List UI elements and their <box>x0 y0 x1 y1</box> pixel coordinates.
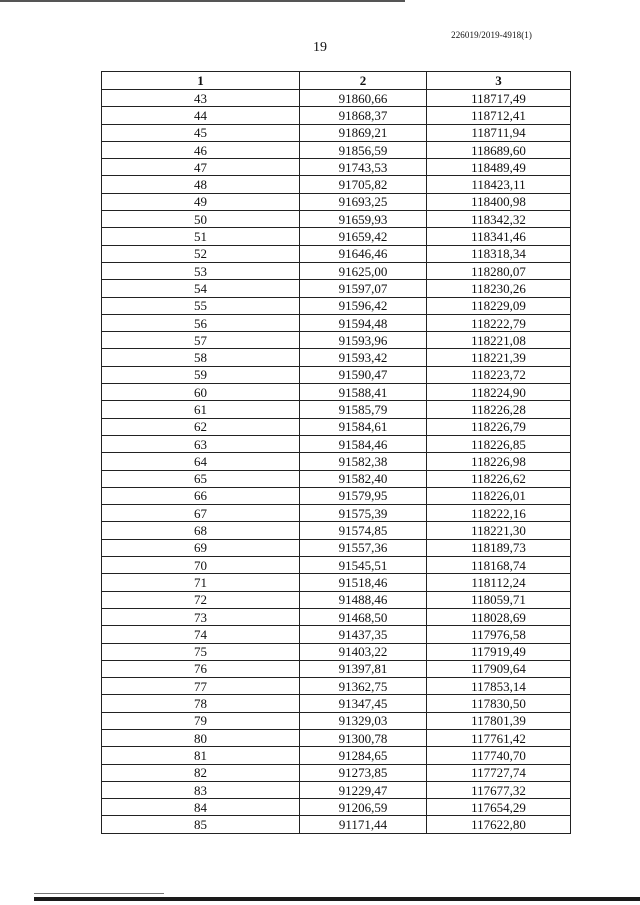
point-number-cell: 81 <box>102 747 300 764</box>
table-row <box>102 280 571 297</box>
point-number-cell: 73 <box>102 608 300 625</box>
y-coordinate-cell: 117801,39 <box>427 712 571 729</box>
table-row <box>102 678 571 695</box>
table-row <box>102 660 571 677</box>
table-row <box>102 141 571 158</box>
point-number-cell: 59 <box>102 366 300 383</box>
table-row <box>102 384 571 401</box>
point-number-cell: 51 <box>102 228 300 245</box>
x-coordinate-cell: 91362,75 <box>300 678 427 695</box>
table-row <box>102 245 571 262</box>
table-row <box>102 643 571 660</box>
x-coordinate-cell: 91284,65 <box>300 747 427 764</box>
table-row <box>102 557 571 574</box>
x-coordinate-cell: 91582,38 <box>300 453 427 470</box>
y-coordinate-cell: 118226,62 <box>427 470 571 487</box>
x-coordinate-cell: 91588,41 <box>300 384 427 401</box>
column-header-2: 2 <box>300 72 427 90</box>
y-coordinate-cell: 118221,08 <box>427 332 571 349</box>
x-coordinate-cell: 91468,50 <box>300 608 427 625</box>
table-row <box>102 470 571 487</box>
x-coordinate-cell: 91594,48 <box>300 314 427 331</box>
y-coordinate-cell: 117727,74 <box>427 764 571 781</box>
x-coordinate-cell: 91646,46 <box>300 245 427 262</box>
column-header-1: 1 <box>102 72 300 90</box>
top-rule <box>0 0 405 2</box>
point-number-cell: 58 <box>102 349 300 366</box>
x-coordinate-cell: 91869,21 <box>300 124 427 141</box>
bottom-rule-thin <box>34 893 164 894</box>
y-coordinate-cell: 118689,60 <box>427 141 571 158</box>
table-row <box>102 539 571 556</box>
y-coordinate-cell: 118222,79 <box>427 314 571 331</box>
table-row <box>102 781 571 798</box>
point-number-cell: 55 <box>102 297 300 314</box>
table-row <box>102 816 571 833</box>
y-coordinate-cell: 117853,14 <box>427 678 571 695</box>
y-coordinate-cell: 117740,70 <box>427 747 571 764</box>
x-coordinate-cell: 91403,22 <box>300 643 427 660</box>
y-coordinate-cell: 118112,24 <box>427 574 571 591</box>
point-number-cell: 61 <box>102 401 300 418</box>
point-number-cell: 71 <box>102 574 300 591</box>
x-coordinate-cell: 91545,51 <box>300 557 427 574</box>
point-number-cell: 46 <box>102 141 300 158</box>
y-coordinate-cell: 117830,50 <box>427 695 571 712</box>
x-coordinate-cell: 91584,46 <box>300 435 427 452</box>
x-coordinate-cell: 91585,79 <box>300 401 427 418</box>
y-coordinate-cell: 118189,73 <box>427 539 571 556</box>
y-coordinate-cell: 118226,28 <box>427 401 571 418</box>
y-coordinate-cell: 117677,32 <box>427 781 571 798</box>
point-number-cell: 79 <box>102 712 300 729</box>
table-row <box>102 626 571 643</box>
point-number-cell: 77 <box>102 678 300 695</box>
x-coordinate-cell: 91582,40 <box>300 470 427 487</box>
y-coordinate-cell: 118341,46 <box>427 228 571 245</box>
point-number-cell: 64 <box>102 453 300 470</box>
point-number-cell: 74 <box>102 626 300 643</box>
y-coordinate-cell: 118230,26 <box>427 280 571 297</box>
table-row <box>102 228 571 245</box>
x-coordinate-cell: 91397,81 <box>300 660 427 677</box>
table-row <box>102 435 571 452</box>
table-row <box>102 176 571 193</box>
x-coordinate-cell: 91860,66 <box>300 90 427 107</box>
point-number-cell: 57 <box>102 332 300 349</box>
y-coordinate-cell: 118221,30 <box>427 522 571 539</box>
point-number-cell: 65 <box>102 470 300 487</box>
table-row <box>102 505 571 522</box>
y-coordinate-cell: 117622,80 <box>427 816 571 833</box>
table-row <box>102 159 571 176</box>
point-number-cell: 72 <box>102 591 300 608</box>
table-row <box>102 764 571 781</box>
table-row <box>102 522 571 539</box>
table-row <box>102 349 571 366</box>
column-header-3: 3 <box>427 72 571 90</box>
point-number-cell: 75 <box>102 643 300 660</box>
y-coordinate-cell: 118712,41 <box>427 107 571 124</box>
point-number-cell: 54 <box>102 280 300 297</box>
point-number-cell: 76 <box>102 660 300 677</box>
x-coordinate-cell: 91518,46 <box>300 574 427 591</box>
y-coordinate-cell: 118226,79 <box>427 418 571 435</box>
point-number-cell: 68 <box>102 522 300 539</box>
x-coordinate-cell: 91557,36 <box>300 539 427 556</box>
y-coordinate-cell: 118224,90 <box>427 384 571 401</box>
y-coordinate-cell: 118223,72 <box>427 366 571 383</box>
y-coordinate-cell: 118400,98 <box>427 193 571 210</box>
table-header-row <box>102 72 571 90</box>
x-coordinate-cell: 91300,78 <box>300 729 427 746</box>
x-coordinate-cell: 91659,42 <box>300 228 427 245</box>
table-row <box>102 729 571 746</box>
table-row <box>102 124 571 141</box>
point-number-cell: 43 <box>102 90 300 107</box>
x-coordinate-cell: 91868,37 <box>300 107 427 124</box>
point-number-cell: 85 <box>102 816 300 833</box>
y-coordinate-cell: 118226,98 <box>427 453 571 470</box>
point-number-cell: 56 <box>102 314 300 331</box>
x-coordinate-cell: 91693,25 <box>300 193 427 210</box>
point-number-cell: 84 <box>102 799 300 816</box>
table-row <box>102 297 571 314</box>
table-row <box>102 193 571 210</box>
x-coordinate-cell: 91347,45 <box>300 695 427 712</box>
y-coordinate-cell: 118168,74 <box>427 557 571 574</box>
y-coordinate-cell: 118059,71 <box>427 591 571 608</box>
point-number-cell: 48 <box>102 176 300 193</box>
table-row <box>102 211 571 228</box>
point-number-cell: 80 <box>102 729 300 746</box>
table-body <box>102 90 571 834</box>
table-row <box>102 608 571 625</box>
y-coordinate-cell: 118226,85 <box>427 435 571 452</box>
x-coordinate-cell: 91329,03 <box>300 712 427 729</box>
x-coordinate-cell: 91579,95 <box>300 487 427 504</box>
point-number-cell: 44 <box>102 107 300 124</box>
point-number-cell: 82 <box>102 764 300 781</box>
y-coordinate-cell: 117919,49 <box>427 643 571 660</box>
x-coordinate-cell: 91593,96 <box>300 332 427 349</box>
x-coordinate-cell: 91437,35 <box>300 626 427 643</box>
x-coordinate-cell: 91596,42 <box>300 297 427 314</box>
table-row <box>102 366 571 383</box>
table-row <box>102 90 571 107</box>
point-number-cell: 83 <box>102 781 300 798</box>
point-number-cell: 60 <box>102 384 300 401</box>
table-row <box>102 574 571 591</box>
x-coordinate-cell: 91705,82 <box>300 176 427 193</box>
point-number-cell: 49 <box>102 193 300 210</box>
point-number-cell: 66 <box>102 487 300 504</box>
table-row <box>102 107 571 124</box>
y-coordinate-cell: 118280,07 <box>427 262 571 279</box>
point-number-cell: 67 <box>102 505 300 522</box>
x-coordinate-cell: 91593,42 <box>300 349 427 366</box>
y-coordinate-cell: 118318,34 <box>427 245 571 262</box>
table-row <box>102 712 571 729</box>
x-coordinate-cell: 91590,47 <box>300 366 427 383</box>
point-number-cell: 78 <box>102 695 300 712</box>
point-number-cell: 50 <box>102 211 300 228</box>
x-coordinate-cell: 91659,93 <box>300 211 427 228</box>
x-coordinate-cell: 91856,59 <box>300 141 427 158</box>
point-number-cell: 52 <box>102 245 300 262</box>
x-coordinate-cell: 91625,00 <box>300 262 427 279</box>
page-number: 19 <box>313 40 327 55</box>
y-coordinate-cell: 117654,29 <box>427 799 571 816</box>
table-row <box>102 799 571 816</box>
x-coordinate-cell: 91574,85 <box>300 522 427 539</box>
table-row <box>102 262 571 279</box>
x-coordinate-cell: 91171,44 <box>300 816 427 833</box>
x-coordinate-cell: 91206,59 <box>300 799 427 816</box>
table-row <box>102 401 571 418</box>
x-coordinate-cell: 91575,39 <box>300 505 427 522</box>
point-number-cell: 62 <box>102 418 300 435</box>
point-number-cell: 45 <box>102 124 300 141</box>
document-number: 226019/2019-4918(1) <box>451 30 532 40</box>
point-number-cell: 69 <box>102 539 300 556</box>
point-number-cell: 47 <box>102 159 300 176</box>
x-coordinate-cell: 91488,46 <box>300 591 427 608</box>
table-row <box>102 747 571 764</box>
y-coordinate-cell: 118423,11 <box>427 176 571 193</box>
y-coordinate-cell: 117976,58 <box>427 626 571 643</box>
y-coordinate-cell: 118229,09 <box>427 297 571 314</box>
x-coordinate-cell: 91597,07 <box>300 280 427 297</box>
x-coordinate-cell: 91273,85 <box>300 764 427 781</box>
x-coordinate-cell: 91584,61 <box>300 418 427 435</box>
y-coordinate-cell: 118028,69 <box>427 608 571 625</box>
y-coordinate-cell: 118342,32 <box>427 211 571 228</box>
table-row <box>102 314 571 331</box>
y-coordinate-cell: 118711,94 <box>427 124 571 141</box>
point-number-cell: 53 <box>102 262 300 279</box>
point-number-cell: 63 <box>102 435 300 452</box>
table-row <box>102 487 571 504</box>
x-coordinate-cell: 91229,47 <box>300 781 427 798</box>
x-coordinate-cell: 91743,53 <box>300 159 427 176</box>
y-coordinate-cell: 118226,01 <box>427 487 571 504</box>
y-coordinate-cell: 118489,49 <box>427 159 571 176</box>
y-coordinate-cell: 118222,16 <box>427 505 571 522</box>
y-coordinate-cell: 118221,39 <box>427 349 571 366</box>
bottom-rule <box>34 897 640 901</box>
y-coordinate-cell: 118717,49 <box>427 90 571 107</box>
table-row <box>102 332 571 349</box>
table-row <box>102 453 571 470</box>
coordinates-table <box>101 71 571 834</box>
y-coordinate-cell: 117761,42 <box>427 729 571 746</box>
table-row <box>102 591 571 608</box>
table-row <box>102 418 571 435</box>
table-row <box>102 695 571 712</box>
y-coordinate-cell: 117909,64 <box>427 660 571 677</box>
point-number-cell: 70 <box>102 557 300 574</box>
